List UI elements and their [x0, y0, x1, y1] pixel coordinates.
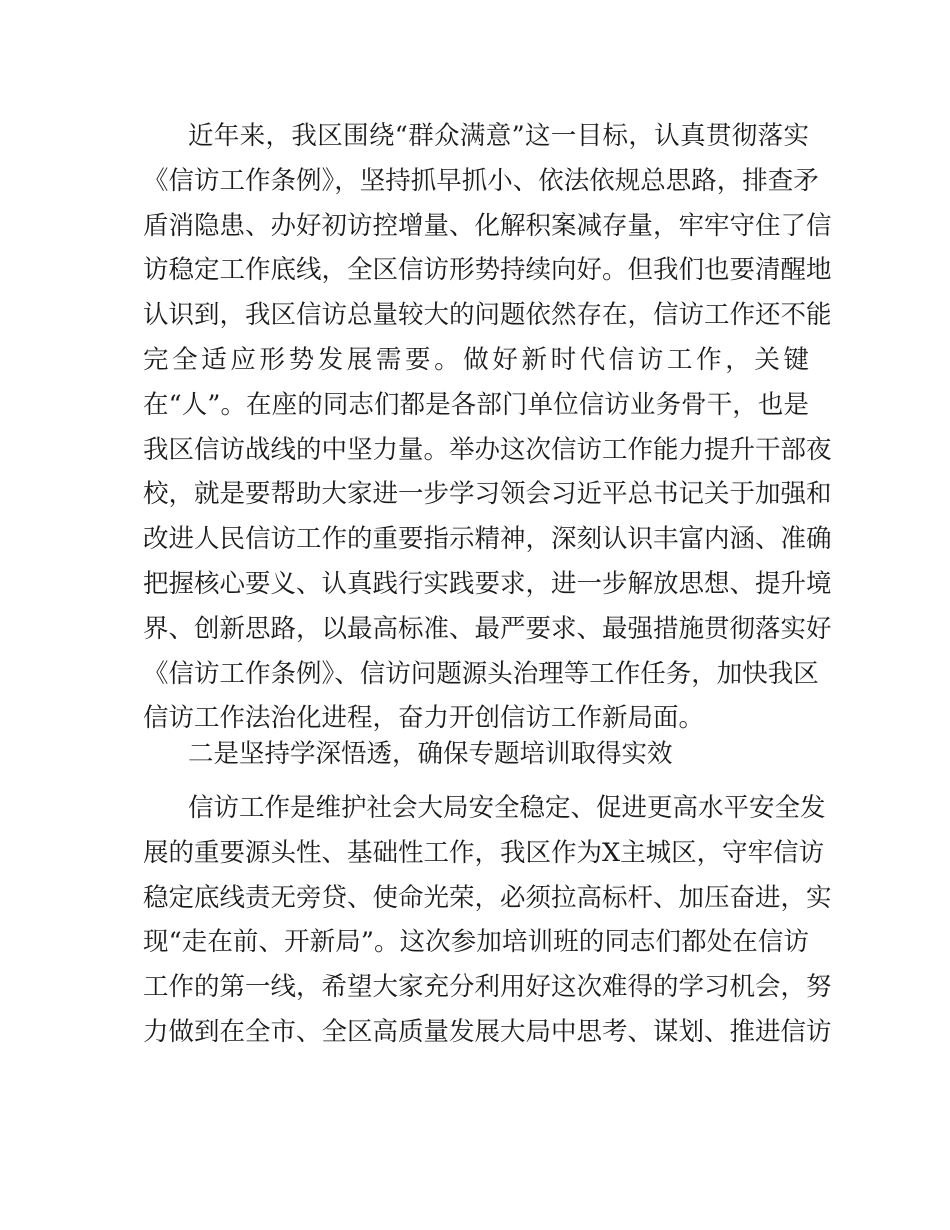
paragraph-1-line: 完全适应形势发展需要。做好新时代信访工作，关键 — [143, 344, 809, 375]
paragraph-1-line: 《信访工作条例》、信访问题源头治理等工作任务，加快我区 — [143, 658, 819, 689]
paragraph-1-line: 认识到，我区信访总量较大的问题依然存在，信访工作还不能 — [143, 300, 832, 331]
paragraph-1-line: 《信访工作条例》，坚持抓早抓小、依法依规总思路，排查矛 — [143, 165, 819, 196]
paragraph-1-line: 校，就是要帮助大家进一步学习领会习近平总书记关于加强和 — [143, 479, 832, 510]
paragraph-1-line: 界、创新思路，以最高标准、最严要求、最强措施贯彻落实好 — [143, 613, 832, 644]
paragraph-2-line: 力做到在全市、全区高质量发展大局中思考、谋划、推进信访 — [143, 1016, 832, 1047]
paragraph-2-line: 工作的第一线，希望大家充分利用好这次难得的学习机会，努 — [143, 972, 832, 1003]
paragraph-1-line: 盾消隐患、办好初访控增量、化解积案减存量，牢牢守住了信 — [143, 210, 832, 241]
paragraph-1 — [143, 114, 832, 741]
paragraph-1-line: 访稳定工作底线，全区信访形势持续向好。但我们也要清醒地 — [143, 255, 832, 286]
section-heading — [143, 732, 809, 777]
paragraph-2-line: 信访工作是维护社会大局安全稳定、促进更高水平安全发 — [188, 793, 826, 823]
section-heading-text: 二是坚持学深悟透，确保专题培训取得实效 — [188, 739, 673, 769]
paragraph-2-line: 展的重要源头性、基础性工作，我区作为X主城区，守牢信访 — [143, 837, 825, 868]
paragraph-2-line: 现“走在前、开新局”。这次参加培训班的同志们都处在信访 — [143, 927, 809, 958]
paragraph-1-line: 我区信访战线的中坚力量。举办这次信访工作能力提升干部夜 — [143, 434, 832, 465]
paragraph-2 — [143, 786, 832, 1055]
paragraph-1-line: 近年来，我区围绕“群众满意”这一目标，认真贯彻落实 — [188, 121, 809, 151]
paragraph-1-line: 信访工作法治化进程，奋力开创信访工作新局面。 — [143, 703, 705, 734]
paragraph-1-line: 在“人”。在座的同志们都是各部门单位信访业务骨干，也是 — [143, 389, 809, 420]
paragraph-1-line: 改进人民信访工作的重要指示精神，深刻认识丰富内涵、准确 — [143, 524, 832, 555]
paragraph-2-line: 稳定底线责无旁贷、使命光荣，必须拉高标杆、加压奋进，实 — [143, 882, 832, 913]
paragraph-1-line: 把握核心要义、认真践行实践要求，进一步解放思想、提升境 — [143, 568, 832, 599]
